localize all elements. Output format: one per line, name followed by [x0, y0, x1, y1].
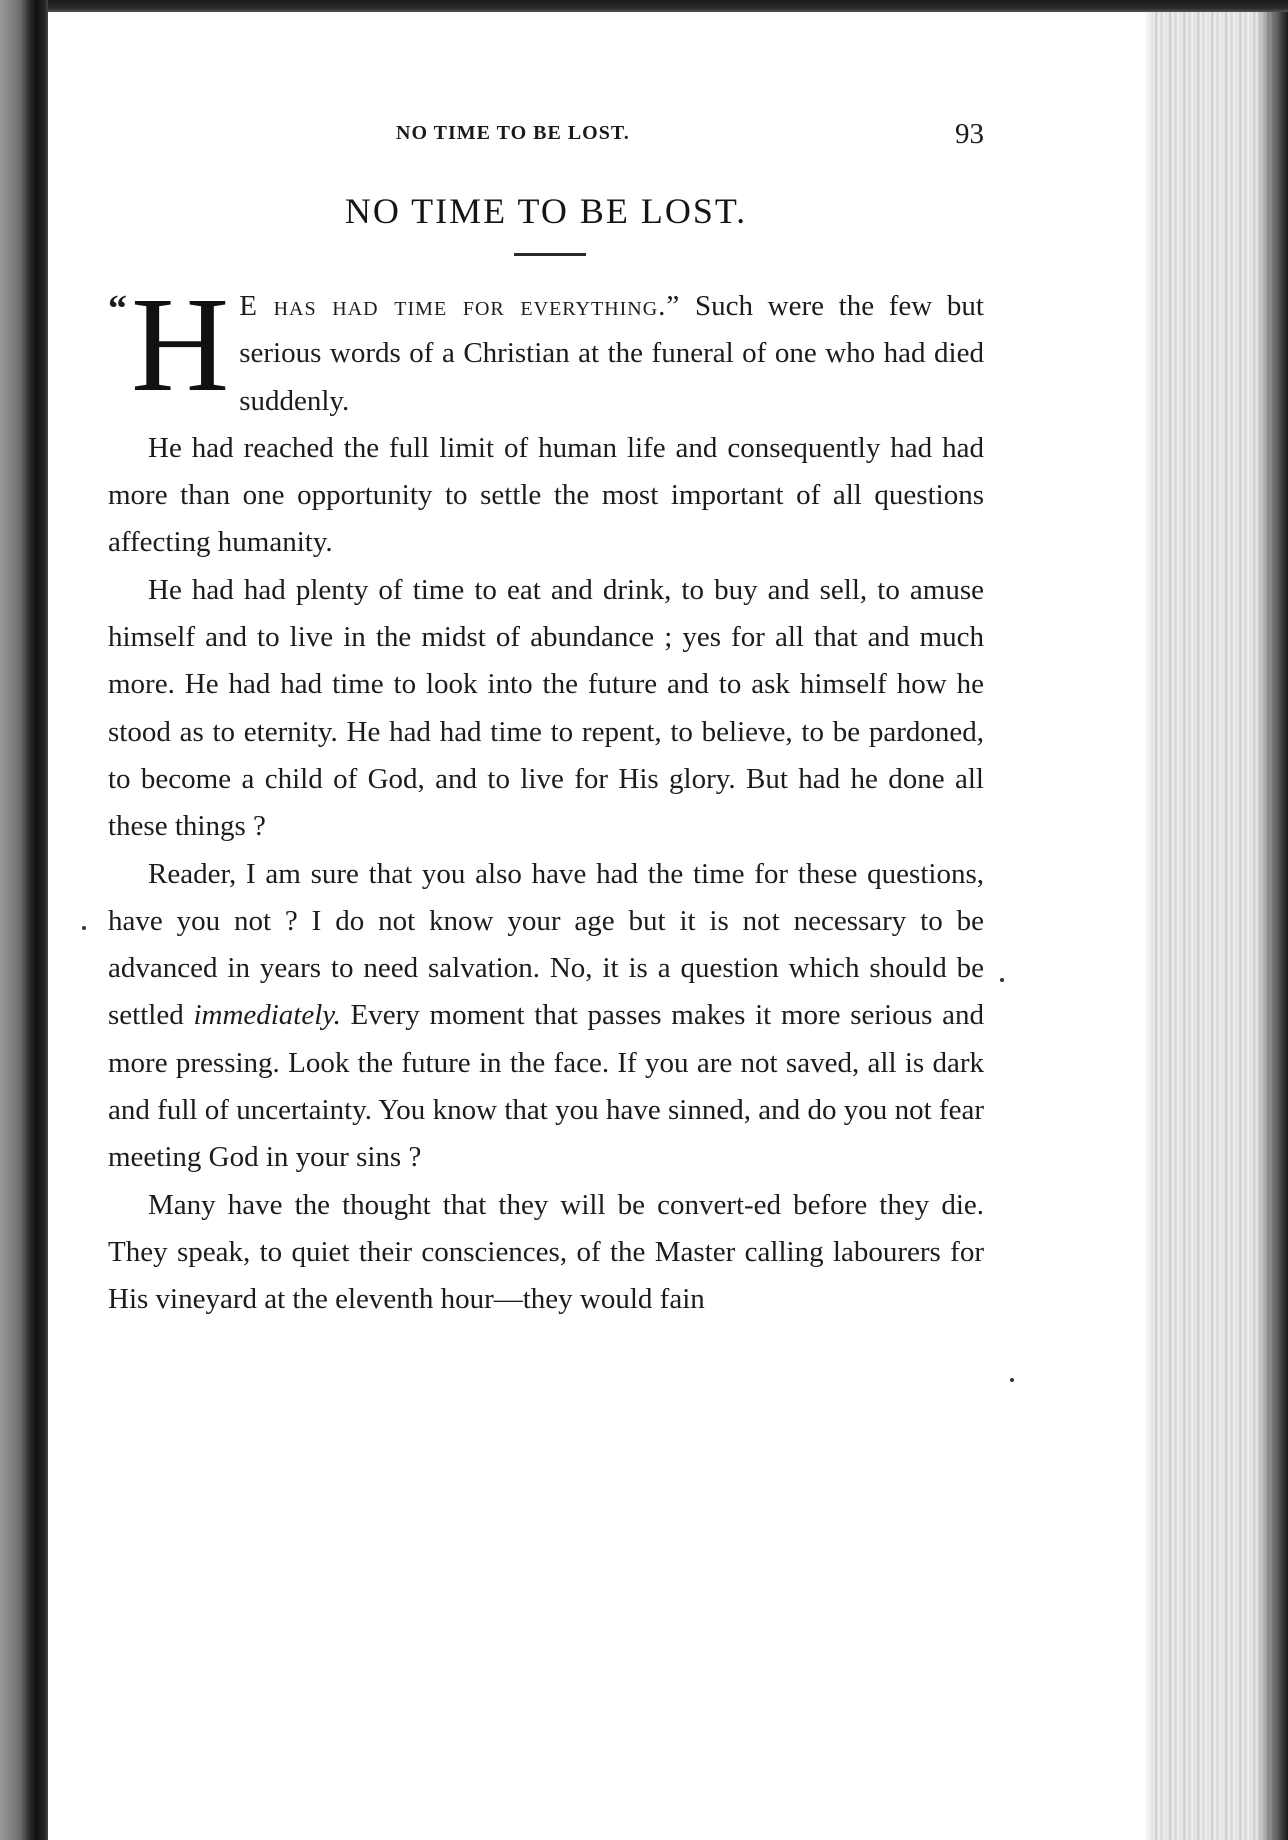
title-rule [514, 253, 586, 256]
paragraph-4 [108, 851, 984, 1182]
running-title: NO TIME TO BE LOST. [396, 122, 630, 144]
chapter-title: NO TIME TO BE LOST. [344, 191, 748, 231]
opening-quote-mark: “ [108, 288, 127, 330]
page-edges [1150, 12, 1288, 1840]
paragraph-4-after: Every moment that passes makes it more serious and more pressing. Look the future in the face. If you are not saved, all is dark and full of uncertainty. You know that you have sinned, and do you not fear meeting God in your sins ? [108, 999, 985, 1174]
drop-cap: H [131, 270, 230, 420]
paragraph-3: He had had plenty of time to eat and drink, to buy and sell, to amuse himself and to live in the midst of abundance ; yes for all that and much more. He had had time to look into the future and to ask himself how he stood as to eternity. He had had time to repent, to believe, to be pardoned, to become a child of God, and to live for His glory. But had he done all these things ? [108, 573, 984, 843]
paragraph-5: Many have the thought that they will be convert-ed before they die. They speak, to quiet their consciences, of the Master calling labourers for His vineyard at the eleventh hour—they would fain [108, 1188, 984, 1316]
paragraph-2: He had reached the full limit of human life and consequently had had more than one opportunity to settle the most important of all questions affecting humanity. [108, 431, 984, 559]
scan-top-border [0, 0, 1288, 12]
book-spine-shadow [0, 0, 48, 1840]
page-number: 93 [955, 118, 984, 150]
scan-speck [82, 926, 86, 930]
paragraph-1 [108, 270, 984, 425]
emphasis-immediately: immediately. [193, 999, 341, 1032]
running-head [108, 120, 984, 160]
lead-in-smallcaps: E has had time for everything.” [239, 290, 681, 322]
paragraph-4-before: Reader, I am sure that you also have had the time for these questions, have you not ? I do not know your age but it is not necessary to be advanced in years to need salvation. No, it is a question which should be settled [108, 857, 984, 1032]
body-text [108, 270, 985, 1324]
scan-speck [1000, 978, 1004, 982]
scan-speck [1010, 1378, 1014, 1382]
paragraph-1-rest: Such were the few but serious words of a Christian at the funeral of one who had died suddenly. [239, 290, 984, 417]
